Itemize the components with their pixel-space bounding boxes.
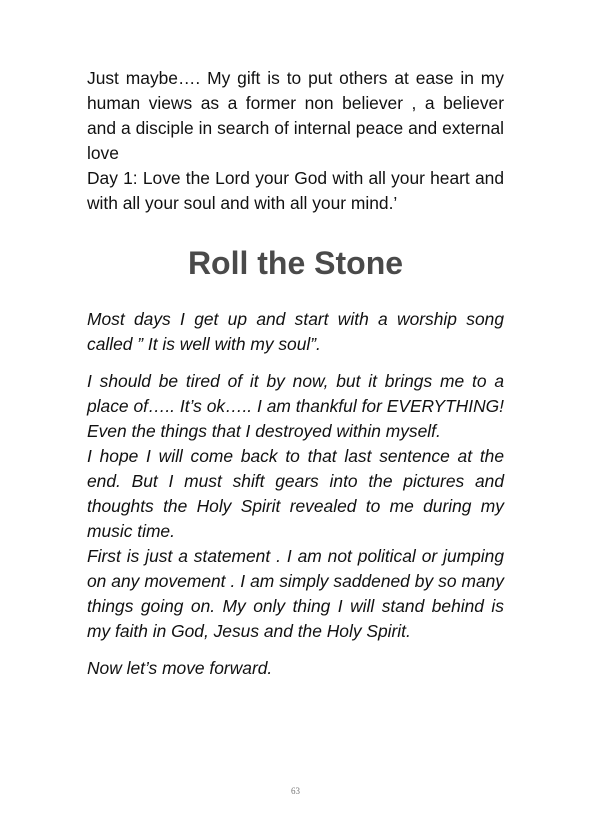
section-title: Roll the Stone <box>187 245 404 281</box>
body-paragraph: I hope I will come back to that last sentence at the end. But I must shift gears into the pictures and thoughts the Holy Spirit revealed to me during my music time. <box>87 446 504 541</box>
intro-paragraph: Just maybe…. My gift is to put others at ease in my human views as a former non believer , a believer and a disciple in search of internal peace and external love <box>87 68 504 163</box>
page-content <box>87 66 504 681</box>
page-number: 63 <box>291 786 300 796</box>
body-paragraph: First is just a statement . I am not political or jumping on any movement . I am simply saddened by so many things going on. My only thing I will stand behind is my faith in God, Jesus and the Holy Spirit. <box>87 546 504 641</box>
body-paragraph: Now let’s move forward. <box>87 658 273 678</box>
intro-paragraph-day-1: Day 1: Love the Lord your God with all your heart and with all your soul and with all your mind.’ <box>87 168 504 213</box>
body-paragraph: Most days I get up and start with a worship song called ” It is well with my soul”. <box>87 309 504 354</box>
body-paragraph: I should be tired of it by now, but it brings me to a place of….. It’s ok….. I am thankful for EVERYTHING! Even the things that I destroyed within myself. <box>87 371 504 441</box>
